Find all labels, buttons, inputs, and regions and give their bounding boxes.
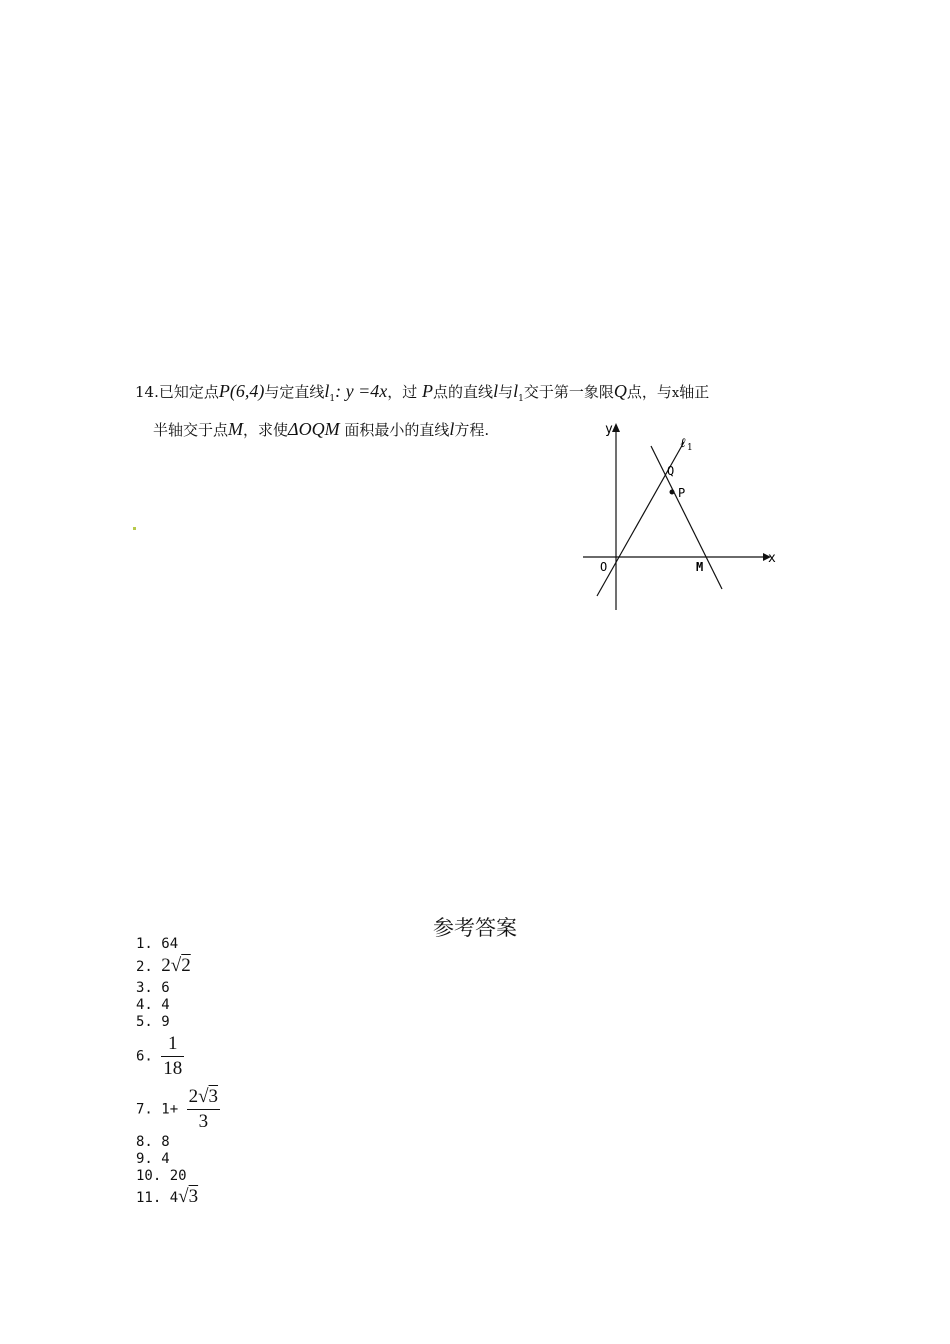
triangle-oqm: ΔOQM — [288, 419, 340, 439]
answer-1: 1. 64 — [136, 936, 179, 952]
answer-4: 4. 4 — [136, 997, 170, 1013]
answer-3: 3. 6 — [136, 980, 170, 996]
answer-11: 11. 4√3 — [136, 1186, 199, 1207]
fraction-1-18: $\frac{1}{18}$ — [163, 1033, 183, 1079]
label-p: P — [678, 486, 686, 500]
problem-line-1: 14.已知定点P(6,4)与定直线$l_1$: y =4x，过 P点的直线l与$l_1$交于第一象限Q点，与x轴正 — [135, 381, 710, 404]
label-x: x — [768, 551, 776, 566]
answer-5: 5. 9 — [136, 1014, 170, 1030]
line-l — [651, 446, 722, 589]
answers-title: 参考答案 — [433, 916, 517, 940]
stray-mark — [133, 527, 136, 530]
answer-2: 2. 2√2 — [136, 955, 191, 976]
line-equation: : y =4x — [335, 381, 388, 401]
answer-8: 8. 8 — [136, 1134, 170, 1150]
problem-number: 14. — [135, 383, 159, 401]
label-m: M — [696, 560, 704, 574]
coordinate-figure — [575, 418, 785, 618]
fraction-2sqrt3-3: $\frac{2√3}{3}$ — [188, 1086, 219, 1132]
answer-7: 7. 1+ $\frac{2√3}{3}$ — [136, 1086, 219, 1132]
y-axis-arrow — [612, 423, 620, 432]
point-p: P(6,4) — [218, 381, 265, 401]
label-q: Q — [667, 464, 675, 478]
label-o: O — [600, 560, 608, 574]
label-l1-sub: 1 — [687, 443, 693, 453]
answer-9: 9. 4 — [136, 1151, 170, 1167]
point-p-dot — [670, 490, 675, 495]
answer-6: 6. $\frac{1}{18}$ — [136, 1033, 183, 1079]
label-y: y — [605, 422, 613, 437]
answer-10: 10. 20 — [136, 1168, 187, 1184]
label-l1: ℓ — [680, 436, 686, 451]
problem-line-2: 半轴交于点M，求使ΔOQM 面积最小的直线l方程. — [153, 419, 490, 439]
